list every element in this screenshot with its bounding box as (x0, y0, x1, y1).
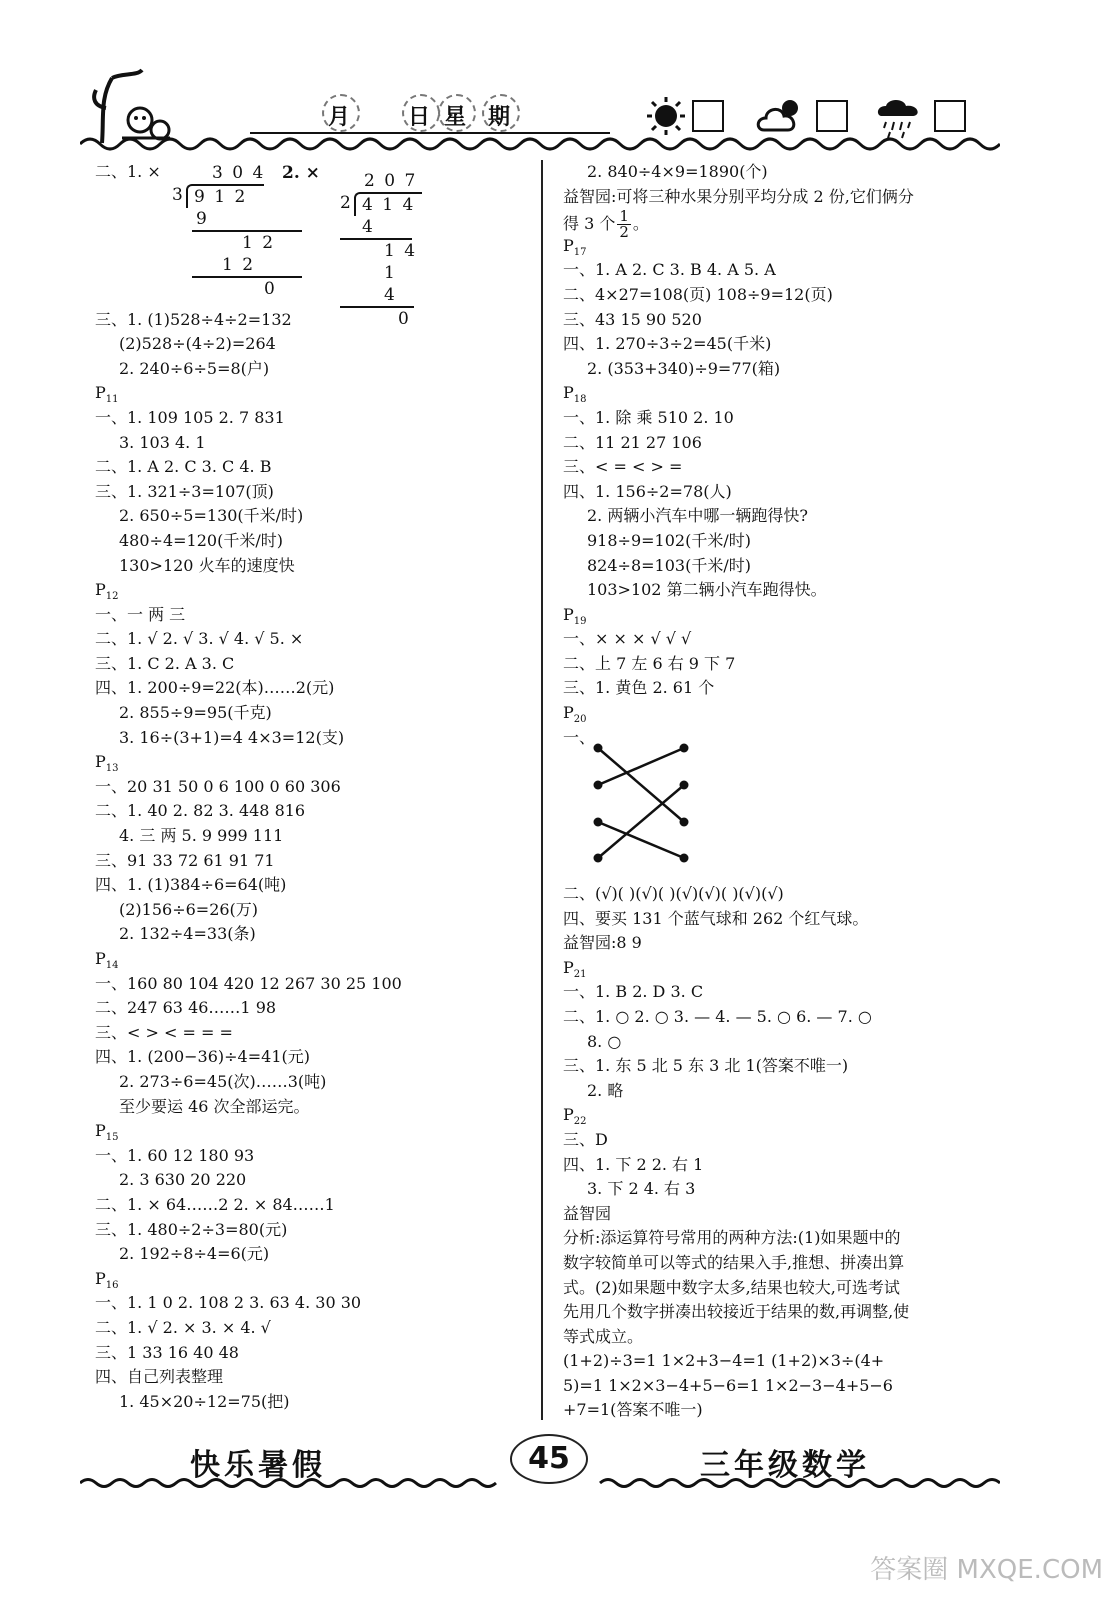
second-mark: 2. × (282, 163, 320, 183)
answer-line (95, 209, 535, 234)
answer-line: (2)528÷(4÷2)=264 (119, 334, 276, 354)
footer-border (80, 1476, 1000, 1490)
dividend: 9 1 2 (186, 184, 264, 208)
page-marker (95, 578, 535, 603)
answer-line: 3. 下 2 4. 右 3 (587, 1179, 696, 1199)
page-marker-number: 14 (105, 960, 119, 972)
answer-line: 2. 855÷9=95(千克) (119, 703, 272, 723)
answer-line: 1. 45×20÷12=75(把) (119, 1391, 290, 1411)
answer-line: 四、1. 下 2 2. 右 1 (563, 1154, 704, 1174)
answer-line: 一、× × × √ √ √ (563, 629, 692, 649)
step: 1 2 (192, 230, 302, 254)
answer-line: 4. 三 两 5. 9 999 111 (119, 826, 284, 846)
page-marker-number: 19 (573, 615, 587, 627)
answer-line: 2. (353+340)÷9=77(箱) (587, 358, 781, 378)
column-divider (541, 160, 543, 1420)
answer-line: 一、 (563, 727, 596, 747)
answer-line: (2)156÷6=26(万) (119, 899, 259, 919)
answer-line: 2. 3 630 20 220 (119, 1170, 247, 1190)
answer-line: 益智园 (563, 1203, 612, 1223)
answer-line: 二、1. √ 2. √ 3. √ 4. √ 5. × (95, 629, 304, 649)
answer-line: 二、1. × (95, 162, 161, 181)
answer-line: 一、一 两 三 (95, 604, 186, 624)
answer-line: 3. 16÷(3+1)=4 4×3=12(支) (119, 727, 345, 747)
answer-line: 3. 103 4. 1 (119, 432, 206, 452)
page-marker (95, 750, 535, 775)
page-marker-number: 18 (573, 394, 587, 406)
footer-title-left: 快乐暑假 (190, 1448, 326, 1483)
answer-line: 三、1. 480÷2÷3=80(元) (95, 1219, 288, 1239)
numerator: 1 (619, 207, 629, 226)
answer-line: 5)=1 1×2×3−4+5−6=1 1×2−3−4+5−6 (563, 1375, 893, 1395)
step: 4 (340, 216, 412, 240)
long-division-2 (340, 170, 440, 330)
answer-line: 分析:添运算符号常用的两种方法:(1)如果题中的 (563, 1228, 901, 1248)
answer-line: 三、1. (1)528÷4÷2=132 (95, 309, 292, 329)
divisor: 2 (340, 193, 351, 213)
answer-line: 益智园:可将三种水果分别平均分成 2 份,它们俩分 (563, 186, 914, 206)
page-marker-letter: P (563, 604, 574, 624)
page-marker (563, 1103, 1003, 1128)
answer-line: 数字较简单可以等式的结果入手,推想、拼凑出算 (563, 1252, 905, 1272)
answer-line: +7=1(答案不唯一) (563, 1400, 703, 1420)
answer-line: 三、1. C 2. A 3. C (95, 653, 235, 673)
answer-line (95, 185, 535, 210)
answer-line: 一、1. B 2. D 3. C (563, 982, 704, 1002)
page-marker-number: 21 (573, 968, 587, 980)
answer-line: 二、11 21 27 106 (563, 432, 702, 452)
matching-diagram (590, 740, 700, 865)
answer-line: 三、D (563, 1129, 608, 1149)
page-marker (563, 956, 1003, 981)
page-marker-number: 13 (105, 763, 119, 775)
footer-title-right: 三年级数学 (700, 1448, 870, 1483)
answer-line: 8. ○ (587, 1031, 622, 1051)
step: 0 (192, 276, 302, 300)
watermark: 答案圈 MXQE.COM (870, 1555, 1103, 1585)
page-marker-letter: P (563, 383, 574, 403)
answer-line: 一、1. 除 乘 510 2. 10 (563, 407, 734, 427)
answer-line: 三、1. 黄色 2. 61 个 (563, 678, 715, 698)
answer-line: 2. 192÷8÷4=6(元) (119, 1244, 270, 1264)
week-label-2: 期 (488, 100, 510, 131)
answer-line: 一、1. 60 12 180 93 (95, 1145, 255, 1165)
page-marker-letter: P (95, 383, 106, 403)
answer-line: 二、1. 40 2. 82 3. 448 816 (95, 801, 306, 821)
answer-line: 四、1. 270÷3÷2=45(千米) (563, 334, 772, 354)
answer-line: 二、1. √ 2. × 3. × 4. √ (95, 1317, 271, 1337)
step: 1 4 (340, 262, 414, 308)
cloud-icon (756, 96, 806, 136)
answer-line: 三、< > < = = = (95, 1022, 233, 1042)
answer-line: 824÷8=103(千米/时) (587, 555, 751, 575)
answer-line: 三、91 33 72 61 91 71 (95, 850, 275, 870)
page-marker (95, 1267, 535, 1292)
answer-line: 三、1 33 16 40 48 (95, 1342, 239, 1362)
answer-line: 二、247 63 46……1 98 (95, 998, 277, 1018)
answer-line: (1+2)÷3=1 1×2+3−4=1 (1+2)×3÷(4+ (563, 1351, 885, 1371)
answer-line (95, 258, 535, 283)
answer-line: 918÷9=102(千米/时) (587, 530, 751, 550)
page-marker-letter: P (95, 949, 106, 968)
quotient: 2 0 7 (364, 171, 418, 191)
answer-line: 二、上 7 左 6 右 9 下 7 (563, 653, 736, 673)
answer-line: 益智园:8 9 (563, 933, 642, 953)
step: 9 (196, 209, 207, 229)
answer-line: 2. 240÷6÷5=8(户) (119, 358, 270, 378)
day-label: 日 (408, 100, 430, 131)
page-marker-letter: P (95, 580, 106, 600)
page-marker-letter: P (95, 1121, 106, 1141)
answer-line: 2. 略 (587, 1080, 624, 1100)
rainy-checkbox[interactable] (934, 100, 966, 132)
sunny-checkbox[interactable] (692, 100, 724, 132)
page-number: 45 (510, 1434, 588, 1484)
left-column (95, 160, 535, 1414)
answer-line: 103>102 第二辆小汽车跑得快。 (587, 580, 827, 600)
answer-line: 2. 两辆小汽车中哪一辆跑得快? (587, 506, 808, 526)
answer-line: 四、1. (200−36)÷4=41(元) (95, 1047, 310, 1067)
fraction-prefix: 得 3 个 (563, 214, 616, 234)
answer-line: 一、20 31 50 0 6 100 0 60 306 (95, 776, 341, 796)
dividend: 4 1 4 (354, 192, 422, 216)
quotient: 3 0 4 (212, 163, 266, 183)
page-marker-letter: P (563, 235, 574, 255)
week-label: 星 (444, 100, 466, 131)
page-marker (563, 381, 1003, 406)
answer-line: 三、1. 东 5 北 5 东 3 北 1(答案不唯一) (563, 1056, 849, 1076)
answer-line: 先用几个数字拼凑出较接近于结果的数,再调整,使 (563, 1302, 910, 1322)
page-marker-letter: P (563, 957, 574, 977)
cloudy-checkbox[interactable] (816, 100, 848, 132)
page-marker-number: 22 (573, 1116, 587, 1128)
fraction-suffix: 。 (632, 214, 649, 234)
answer-line: 三、< = < > = (563, 457, 683, 477)
answer-line: 480÷4=120(千米/时) (119, 530, 283, 550)
answer-line: 等式成立。 (563, 1326, 644, 1346)
answer-line (95, 283, 535, 308)
answer-line: 四、1. (1)384÷6=64(吨) (95, 875, 287, 895)
answer-line: 三、43 15 90 520 (563, 309, 702, 329)
page-footer (80, 1430, 1000, 1500)
page-marker-number: 12 (105, 591, 119, 603)
page-marker-number: 15 (105, 1132, 119, 1144)
step: 1 2 (222, 255, 256, 275)
fraction-line (563, 207, 1003, 242)
month-label: 月 (328, 100, 350, 131)
answer-line: 一、1. A 2. C 3. B 4. A 5. A (563, 260, 776, 280)
page-marker (563, 603, 1003, 628)
right-column (563, 160, 1003, 750)
page-marker (95, 1119, 535, 1144)
answer-line: 四、自己列表整理 (95, 1367, 224, 1387)
answer-line: 四、要买 131 个蓝气球和 262 个红气球。 (563, 908, 869, 928)
page-marker-letter: P (95, 1268, 106, 1288)
answer-line: 二、4×27=108(页) 108÷9=12(页) (563, 284, 833, 304)
answer-line: 2. 650÷5=130(千米/时) (119, 506, 304, 526)
step: 0 (398, 309, 409, 329)
step: 1 4 (384, 241, 418, 261)
answer-line: 二、(√)( )(√)( )(√)(√)( )(√)(√) (563, 884, 784, 903)
answer-line: 2. 273÷6=45(次)……3(吨) (119, 1071, 327, 1091)
page-marker-number: 17 (573, 246, 587, 258)
answer-line: 一、1. 109 105 2. 7 831 (95, 407, 285, 427)
answer-line: 2. 840÷4×9=1890(个) (587, 162, 768, 181)
answer-line: 2. 132÷4=33(条) (119, 924, 256, 944)
denominator: 2 (619, 223, 629, 242)
page-marker (563, 701, 1003, 726)
page-marker-number: 11 (105, 394, 119, 406)
answer-line: 至少要运 46 次全部运完。 (119, 1096, 310, 1116)
answer-line: 式。(2)如果题中数字太多,结果也较大,可选考试 (563, 1277, 900, 1297)
answer-line: 一、1. 1 0 2. 108 2 3. 63 4. 30 30 (95, 1293, 362, 1313)
answer-line: 130>120 火车的速度快 (119, 555, 295, 575)
answer-line: 二、1. × 64……2 2. × 84……1 (95, 1194, 335, 1214)
answer-line: 四、1. 156÷2=78(人) (563, 481, 732, 501)
divisor: 3 (172, 185, 183, 205)
right-column-lower (563, 882, 1003, 1423)
answer-line: 一、160 80 104 420 12 267 30 25 100 (95, 973, 402, 993)
sun-icon (646, 96, 686, 136)
page-marker-number: 16 (105, 1279, 119, 1291)
header-border (80, 134, 1000, 154)
answer-line (95, 234, 535, 259)
page-marker-letter: P (563, 703, 574, 723)
long-division-1 (172, 162, 276, 300)
page-marker (95, 381, 535, 406)
page-marker-letter: P (95, 752, 106, 772)
page-marker-letter: P (563, 1105, 574, 1125)
page-marker (95, 947, 535, 972)
fraction (617, 209, 631, 240)
answer-line: 三、1. 321÷3=107(顶) (95, 481, 274, 501)
page-marker-number: 20 (573, 714, 587, 726)
answer-line: 四、1. 200÷9=22(本)……2(元) (95, 678, 335, 698)
answer-line: 二、1. A 2. C 3. C 4. B (95, 457, 272, 477)
answer-line: 二、1. ○ 2. ○ 3. — 4. — 5. ○ 6. — 7. ○ (563, 1006, 872, 1026)
